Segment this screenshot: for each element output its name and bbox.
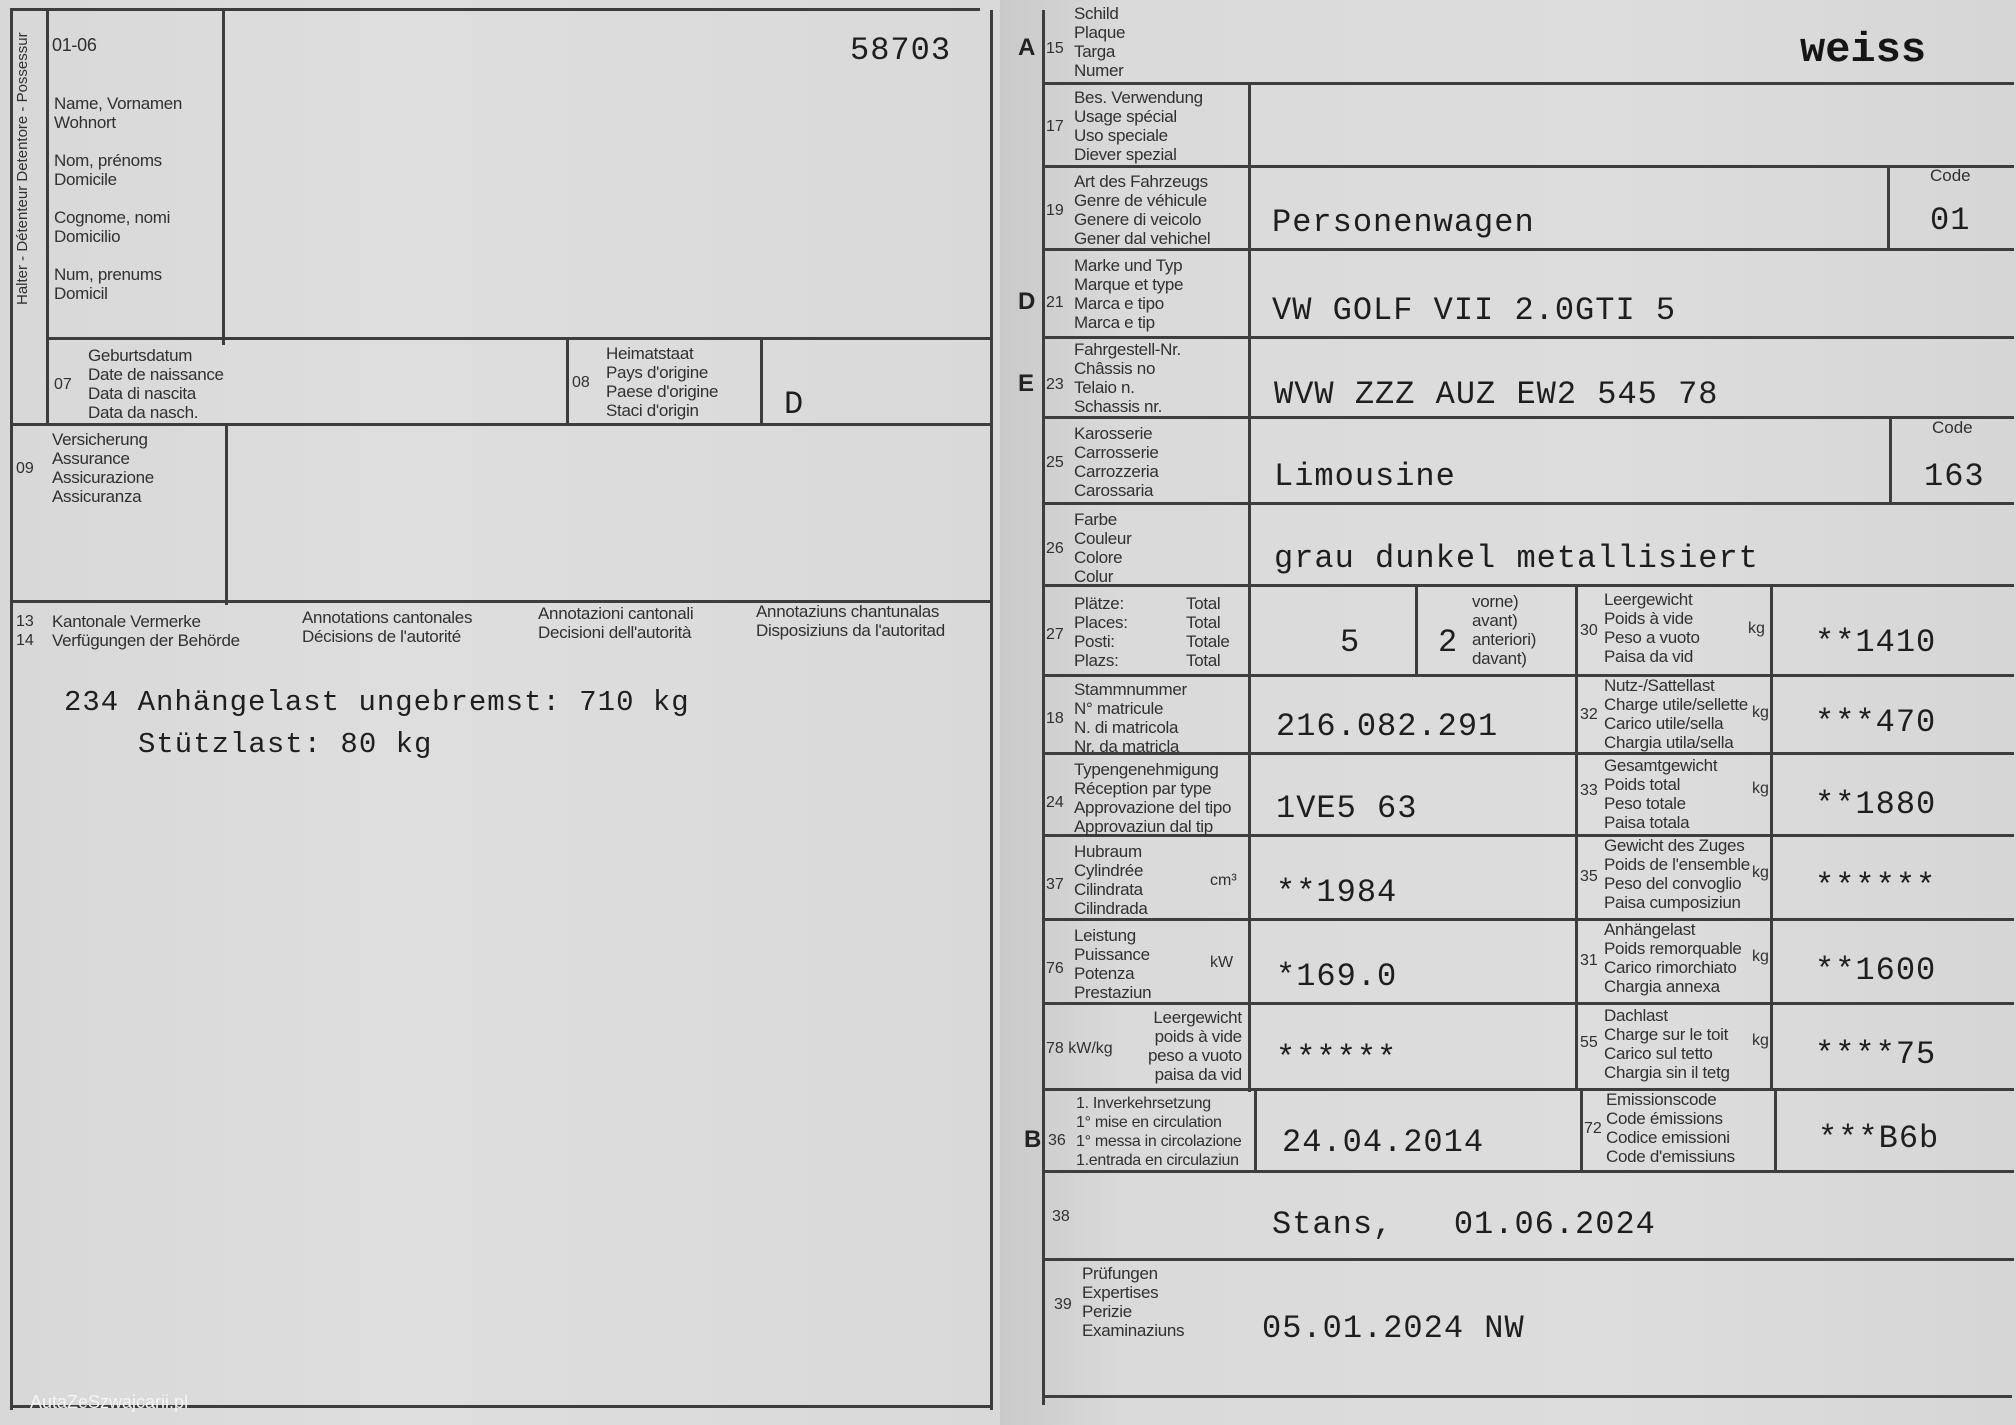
field-15-letter: A — [1018, 34, 1036, 61]
field-35-number: 35 — [1580, 868, 1598, 885]
field-19-code: 01 — [1930, 202, 1971, 239]
field-76-value: *169.0 — [1276, 958, 1398, 995]
field-18-value: 216.082.291 — [1276, 708, 1499, 745]
field-15-value: weiss — [1800, 26, 1927, 74]
field-25-code: 163 — [1924, 458, 1985, 495]
form-code: 01-06 — [52, 35, 97, 55]
field-25-code-header: Code — [1932, 418, 1973, 437]
field-76-unit: kW — [1210, 954, 1234, 971]
annotations-romansh: Annotaziuns chantunalas Disposiziuns da l'autoritad — [756, 602, 945, 640]
doc-number: 58703 — [850, 32, 952, 69]
right-page — [1000, 0, 2016, 1425]
field-25-value: Limousine — [1274, 458, 1456, 495]
field-19-value: Personenwagen — [1272, 204, 1535, 241]
field-23-number: 23 — [1046, 376, 1064, 393]
field-19-label: Art des Fahrzeugs Genre de véhicule Genere di veicolo Gener dal vehichel — [1074, 172, 1211, 248]
field-27-total: 5 — [1340, 624, 1361, 661]
field-18-label: Stammnummer N° matricule N. di matricola Nr. da matricla — [1074, 680, 1187, 756]
field-24-label: Typengenehmigung Réception par type Approvazione del tipo Approvaziun dal tip — [1074, 760, 1232, 836]
field-55-number: 55 — [1580, 1034, 1598, 1051]
field-30-value: **1410 — [1815, 624, 1937, 661]
annotations-italian: Annotazioni cantonali Decisioni dell'autorità — [538, 604, 694, 642]
field-09-number: 09 — [16, 460, 34, 477]
field-31-unit: kg — [1752, 948, 1769, 965]
field-25-label: Karosserie Carrosserie Carrozzeria Carossaria — [1074, 424, 1159, 500]
field-19-number: 19 — [1046, 202, 1064, 219]
field-09-label: Versicherung Assurance Assicurazione Assicuranza — [52, 430, 154, 506]
field-39-label: Prüfungen Expertises Perizie Examinaziuns — [1082, 1264, 1185, 1340]
field-08-label: Heimatstaat Pays d'origine Paese d'origine Staci d'origin — [606, 344, 719, 420]
field-27-total-label: Total Total Totale Total — [1186, 594, 1230, 670]
field-27-number: 27 — [1046, 626, 1064, 643]
field-27-front: 2 — [1438, 624, 1459, 661]
field-21-label: Marke und Typ Marque et type Marca e tipo Marca e tip — [1074, 256, 1184, 332]
field-32-number: 32 — [1580, 706, 1598, 723]
field-78-label: Leergewicht poids à vide peso a vuoto paisa da vid — [1148, 1008, 1242, 1084]
holder-label: Name, Vornamen Wohnort Nom, prénoms Domicile Cognome, nomi Domicilio Num, prenums Domicil — [54, 94, 183, 303]
field-55-value: ****75 — [1815, 1036, 1937, 1073]
note-line-2: Stützlast: 80 kg — [138, 728, 433, 761]
field-36-number: 36 — [1048, 1132, 1066, 1149]
field-23-letter: E — [1018, 370, 1035, 397]
field-55-unit: kg — [1752, 1032, 1769, 1049]
field-32-unit: kg — [1752, 704, 1769, 721]
field-13-14-label: Kantonale Vermerke Verfügungen der Behörde — [52, 612, 240, 650]
field-78-value: ****** — [1276, 1040, 1398, 1077]
field-76-number: 76 — [1046, 960, 1064, 977]
field-37-number: 37 — [1046, 876, 1064, 893]
field-37-unit: cm³ — [1210, 872, 1237, 889]
field-18-number: 18 — [1046, 710, 1064, 727]
field-26-value: grau dunkel metallisiert — [1274, 540, 1759, 577]
field-32-label: Nutz-/Sattellast Charge utile/sellette Carico utile/sella Chargia utila/sella — [1604, 676, 1748, 752]
field-23-label: Fahrgestell-Nr. Châssis no Telaio n. Schassis nr. — [1074, 340, 1181, 416]
field-78-number: 78 kW/kg — [1046, 1040, 1113, 1057]
field-31-number: 31 — [1580, 952, 1598, 969]
left-page — [0, 0, 1000, 1425]
field-07-label: Geburtsdatum Date de naissance Data di nascita Data da nasch. — [88, 346, 224, 422]
field-39-number: 39 — [1054, 1296, 1072, 1313]
field-33-number: 33 — [1580, 782, 1598, 799]
field-33-unit: kg — [1752, 780, 1769, 797]
field-15-label: Schild Plaque Targa Numer — [1074, 4, 1126, 80]
field-72-number: 72 — [1584, 1120, 1602, 1137]
field-17-number: 17 — [1046, 118, 1064, 135]
field-72-label: Emissionscode Code émissions Codice emissioni Code d'emissiuns — [1606, 1090, 1735, 1166]
holder-side-label: Halter - Détenteur Detentore - Possessur — [14, 32, 31, 305]
field-38-value: Stans, 01.06.2024 — [1272, 1206, 1656, 1243]
field-72-value: ***B6b — [1818, 1120, 1940, 1157]
field-36-label: 1. Inverkehrsetzung 1° mise en circulation 1° messa in circolazione 1.entrada en circulaziun — [1076, 1095, 1242, 1169]
field-38-number: 38 — [1052, 1208, 1070, 1225]
field-08-value: D — [784, 386, 805, 423]
field-21-letter: D — [1018, 288, 1036, 315]
field-08-number: 08 — [572, 374, 590, 391]
field-17-label: Bes. Verwendung Usage spécial Uso speciale Diever spezial — [1074, 88, 1203, 164]
field-37-label: Hubraum Cylindrée Cilindrata Cilindrada — [1074, 842, 1148, 918]
field-26-number: 26 — [1046, 540, 1064, 557]
field-36-letter: B — [1024, 1126, 1042, 1153]
field-24-value: 1VE5 63 — [1276, 790, 1418, 827]
field-07-number: 07 — [54, 376, 72, 393]
field-36-value: 24.04.2014 — [1282, 1124, 1485, 1161]
field-30-number: 30 — [1580, 622, 1598, 639]
field-39-value: 05.01.2024 NW — [1262, 1310, 1525, 1347]
field-26-label: Farbe Couleur Colore Colur — [1074, 510, 1132, 586]
field-25-number: 25 — [1046, 454, 1064, 471]
field-24-number: 24 — [1046, 794, 1064, 811]
field-33-value: **1880 — [1815, 786, 1937, 823]
field-27-front-label: vorne) avant) anteriori) davant) — [1472, 592, 1537, 668]
field-21-number: 21 — [1046, 294, 1064, 311]
field-23-value: WVW ZZZ AUZ EW2 545 78 — [1274, 376, 1719, 413]
field-31-value: **1600 — [1815, 952, 1937, 989]
field-35-label: Gewicht des Zuges Poids de l'ensemble Peso del convoglio Paisa cumposiziun — [1604, 836, 1750, 912]
field-55-label: Dachlast Charge sur le toit Carico sul tetto Chargia sin il tetg — [1604, 1006, 1730, 1082]
field-30-unit: kg — [1748, 620, 1765, 637]
watermark: AutaZeSzwajcarii.pl — [30, 1392, 189, 1412]
field-37-value: **1984 — [1276, 874, 1398, 911]
field-13-14-number: 13 14 — [16, 613, 34, 649]
field-19-code-header: Code — [1930, 166, 1971, 185]
field-30-label: Leergewicht Poids à vide Peso a vuoto Paisa da vid — [1604, 590, 1700, 666]
field-32-value: ***470 — [1815, 704, 1937, 741]
note-line-1: 234 Anhängelast ungebremst: 710 kg — [64, 686, 690, 719]
field-27-label: Plätze: Places: Posti: Plazs: — [1074, 594, 1128, 670]
field-15-number: 15 — [1046, 40, 1064, 57]
annotations-french: Annotations cantonales Décisions de l'autorité — [302, 608, 473, 646]
field-76-label: Leistung Puissance Potenza Prestaziun — [1074, 926, 1152, 1002]
field-21-value: VW GOLF VII 2.0GTI 5 — [1272, 292, 1677, 329]
field-35-value: ****** — [1815, 868, 1937, 905]
field-35-unit: kg — [1752, 864, 1769, 881]
field-33-label: Gesamtgewicht Poids total Peso totale Paisa totala — [1604, 756, 1718, 832]
field-31-label: Anhängelast Poids remorquable Carico rimorchiato Chargia annexa — [1604, 920, 1742, 996]
